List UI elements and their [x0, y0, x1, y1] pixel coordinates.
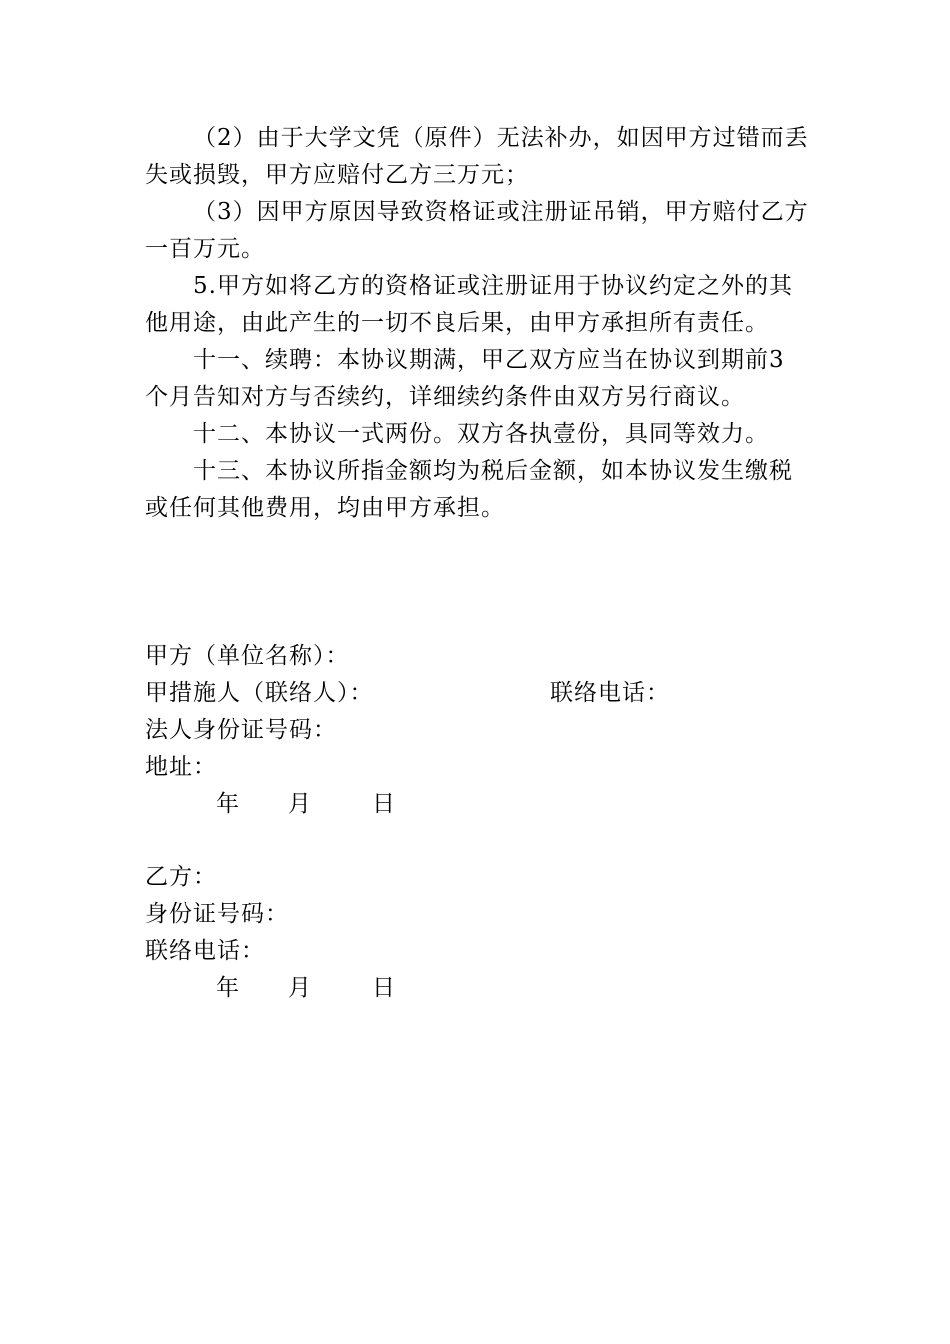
- party-a-legal-id-label: 法人身份证号码：: [145, 717, 337, 743]
- clause-2-line-1: （2）由于大学文凭（原件）无法补办，如因甲方过错而丢: [193, 125, 809, 151]
- clause-2-line-2: 失或损毁，甲方应赔付乙方三万元；: [145, 162, 529, 188]
- party-a-address-label: 地址：: [145, 754, 217, 780]
- section-11-line-1: 十一、续聘：本协议期满，甲乙双方应当在协议到期前3: [193, 347, 785, 373]
- clause-3-line-2: 一百万元。: [145, 236, 265, 262]
- clause-3-line-1: （3）因甲方原因导致资格证或注册证吊销，甲方赔付乙方: [193, 199, 809, 225]
- section-13-line-2: 或任何其他费用，均由甲方承担。: [145, 495, 505, 521]
- party-b-phone-label: 联络电话：: [145, 938, 265, 964]
- section-12-line-1: 十二、本协议一式两份。双方各执壹份，具同等效力。: [193, 421, 769, 447]
- party-b-id-label: 身份证号码：: [145, 901, 289, 927]
- party-a-contact-person-label: 甲措施人（联络人）：: [145, 680, 374, 706]
- party-a-unit-name-label: 甲方（单位名称）：: [145, 643, 350, 669]
- section-13-line-1: 十三、本协议所指金额均为税后金额，如本协议发生缴税: [193, 458, 793, 484]
- clause-5-line-2: 他用途，由此产生的一切不良后果，由甲方承担所有责任。: [145, 310, 769, 336]
- party-a-phone-label: 联络电话：: [550, 680, 670, 706]
- party-b-date-year: 年: [216, 975, 239, 1001]
- party-b-label: 乙方：: [145, 864, 217, 890]
- party-a-date-year: 年: [216, 791, 239, 817]
- party-a-date-day: 日: [372, 791, 395, 817]
- clause-5-line-1: 5.甲方如将乙方的资格证或注册证用于协议约定之外的其: [193, 273, 793, 299]
- party-a-date-month: 月: [288, 791, 311, 817]
- party-b-date-month: 月: [288, 975, 311, 1001]
- party-b-date-day: 日: [372, 975, 395, 1001]
- section-11-line-2: 个月告知对方与否续约，详细续约条件由双方另行商议。: [145, 384, 745, 410]
